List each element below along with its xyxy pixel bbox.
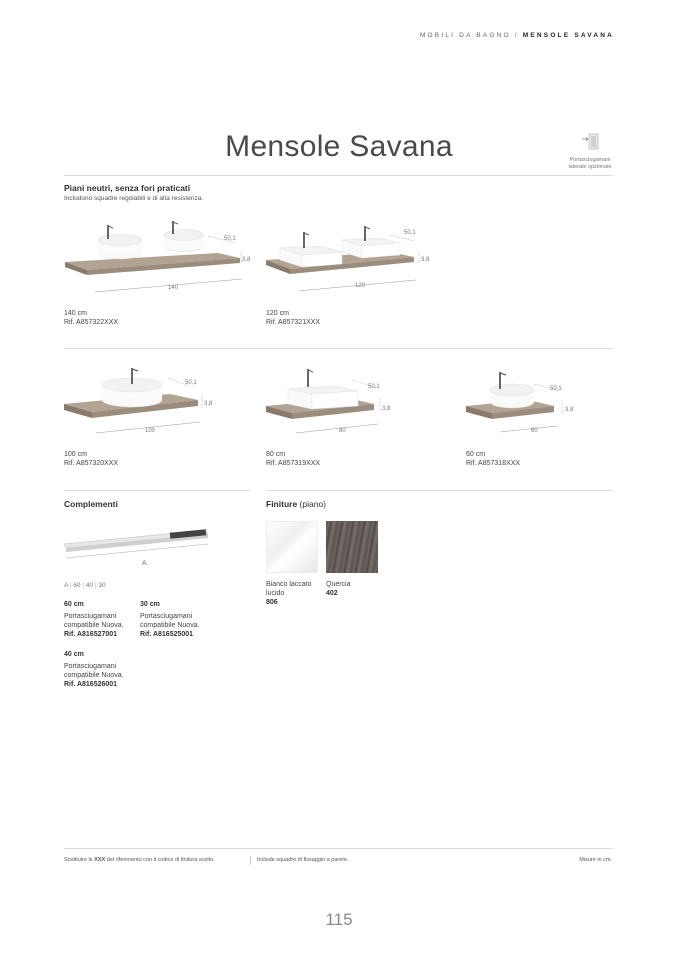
product-size: 140 cm <box>64 310 87 317</box>
complemento-desc: Portasciugamani <box>64 613 117 620</box>
finish-swatch-oak <box>326 521 378 573</box>
thickness-dim: 3,8 <box>565 407 574 413</box>
product-ref: Rif. A857320XXX <box>64 460 119 467</box>
footer-note-post: del riferimento con il codice di finitura scelto. <box>105 857 215 863</box>
shelf-60-illustration <box>462 362 612 442</box>
shelf-140-illustration <box>60 215 250 295</box>
page-title: Mensole Savana <box>225 130 453 163</box>
complemento-size: 40 cm <box>64 651 84 658</box>
optional-towel-line1: Portasciugamani <box>569 157 611 163</box>
complemento-ref: Rif. A816526001 <box>64 681 118 688</box>
breadcrumb-current: MENSOLE SAVANA <box>522 32 614 39</box>
divider <box>64 490 250 491</box>
product-size: 100 cm <box>64 451 87 458</box>
towel-rail-dim: A <box>142 560 147 567</box>
size-row-value: 40 <box>85 582 94 589</box>
footer-note-bold: XXX <box>94 857 106 863</box>
complemento-desc: compatibile Nuova. <box>64 622 124 629</box>
footer-note-3: Misure in cm. <box>579 857 612 863</box>
depth-dim: 50,1 <box>550 386 562 392</box>
product-size: 80 cm <box>266 451 286 458</box>
section-subheading: Includono squadre regolabili e di alta resistenza. <box>64 195 204 202</box>
size-row-value: 60 <box>73 582 81 589</box>
complemento-ref: Rif. A816525001 <box>140 631 194 638</box>
optional-towel-line2: laterale opzionale <box>568 164 612 170</box>
depth-dim: 50,1 <box>368 384 380 390</box>
complementi-heading: Complementi <box>64 499 118 509</box>
product-ref: Rif. A857319XXX <box>266 460 321 467</box>
complemento-item <box>64 600 124 639</box>
complemento-size: 60 cm <box>64 601 84 608</box>
finish-name: lucido <box>266 590 285 597</box>
shelf-120-illustration <box>262 215 442 295</box>
product-caption <box>266 309 320 327</box>
thickness-dim: 3,8 <box>421 257 430 263</box>
product-caption <box>466 450 520 468</box>
divider <box>266 490 613 491</box>
size-row: A | 60 | 40 | 30 <box>64 582 106 589</box>
section-heading: Piani neutri, senza fori praticati <box>64 183 191 193</box>
finish-name: Bianco laccato <box>266 581 312 588</box>
width-dim: 80 <box>339 428 346 434</box>
complemento-size: 30 cm <box>140 601 160 608</box>
size-row-value: 30 <box>98 582 106 589</box>
thickness-dim: 3,8 <box>382 406 391 412</box>
finish-caption <box>266 580 324 607</box>
product-caption <box>266 450 320 468</box>
breadcrumb <box>420 32 614 39</box>
complemento-item <box>140 600 200 639</box>
complemento-desc: compatibile Nuova. <box>140 622 200 629</box>
product-size: 60 cm <box>466 451 486 458</box>
breadcrumb-section: MOBILI DA BAGNO / <box>419 32 519 39</box>
footer-separator <box>250 856 251 865</box>
finish-caption <box>326 580 384 598</box>
finish-name: Quercia <box>326 581 351 588</box>
divider <box>64 175 613 176</box>
complemento-desc: Portasciugamani <box>64 663 117 670</box>
product-caption <box>64 309 118 327</box>
thickness-dim: 3,8 <box>242 257 250 263</box>
width-dim: 120 <box>355 283 366 289</box>
divider <box>64 848 613 849</box>
optional-towel-note <box>560 133 620 171</box>
finish-code: 806 <box>266 599 278 606</box>
finish-swatch-white <box>266 521 318 573</box>
shelf-80-illustration <box>262 362 442 442</box>
finiture-heading-suffix: (piano) <box>299 499 327 509</box>
depth-dim: 50,1 <box>404 230 416 236</box>
complemento-ref: Rif. A816527001 <box>64 631 118 638</box>
footer-note-2: Include squadre di fissaggio a parete. <box>257 857 349 863</box>
depth-dim: 50,1 <box>185 380 197 386</box>
complemento-desc: Portasciugamani <box>140 613 193 620</box>
product-size: 120 cm <box>266 310 289 317</box>
width-dim: 100 <box>145 428 156 434</box>
product-ref: Rif. A857322XXX <box>64 319 119 326</box>
page-number: 115 <box>325 910 353 929</box>
depth-dim: 50,1 <box>224 236 236 242</box>
finish-code: 402 <box>326 590 338 597</box>
finiture-heading <box>266 499 326 509</box>
towel-rail-illustration <box>60 518 220 570</box>
complemento-item <box>64 650 124 689</box>
shelf-100-illustration <box>60 362 240 442</box>
product-ref: Rif. A857321XXX <box>266 319 321 326</box>
width-dim: 140 <box>168 285 179 291</box>
finiture-heading-main: Finiture <box>266 499 298 509</box>
size-row-label: A <box>64 582 68 589</box>
width-dim: 60 <box>531 428 538 434</box>
towel-rail-icon <box>580 133 600 151</box>
product-caption <box>64 450 118 468</box>
footer-note-pre: Sostituire le <box>64 857 95 863</box>
product-ref: Rif. A857318XXX <box>466 460 521 467</box>
divider <box>64 348 613 349</box>
thickness-dim: 3,8 <box>204 401 213 407</box>
complemento-desc: compatibile Nuova. <box>64 672 124 679</box>
footer-note <box>64 857 215 863</box>
